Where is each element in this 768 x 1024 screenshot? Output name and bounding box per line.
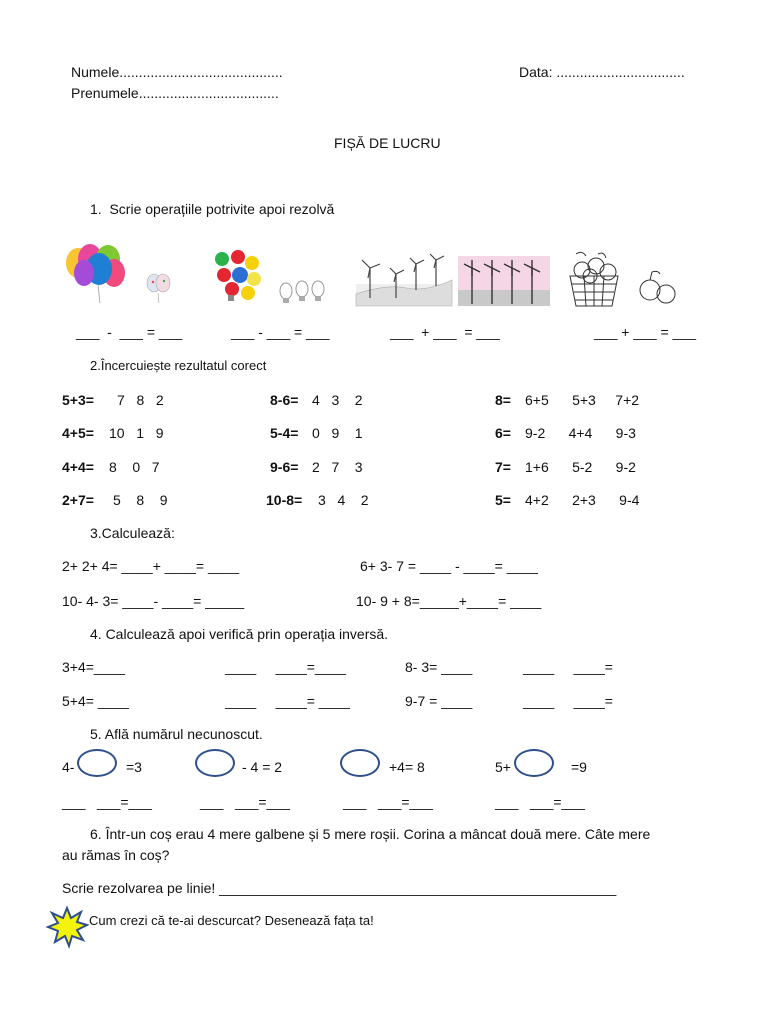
ex4-check: ____ ____= ____ [225, 693, 350, 709]
ex1-op-2: ___ - ___ = ___ [231, 324, 330, 340]
ex4-op: 3+4=____ [62, 659, 126, 675]
ex6-text-cont: au rămas în coș? [62, 847, 170, 863]
surname-field: Prenumele.................................... [71, 85, 279, 101]
ex2-q: 5-4= [270, 425, 299, 441]
ex2-options: 7 8 2 [117, 392, 164, 408]
ex2-options: 2 7 3 [312, 459, 363, 475]
ex2-q: 10-8= [266, 492, 303, 508]
ex1-op-1: ___ - ___ = ___ [76, 324, 183, 340]
ex6-text: 6. Într-un coș erau 4 mere galbene și 5 mere roșii. Corina a mâncat două mere. Câte mere [90, 826, 651, 842]
ex3-row: 10- 4- 3= ____- ____= _____ [62, 593, 245, 609]
ex1-op-3: ___ + ___ = ___ [390, 324, 500, 340]
ex2-q: 5+3= [62, 392, 94, 408]
ex4-check: ____ ____= [523, 659, 613, 675]
ex2-options: 0 9 1 [312, 425, 363, 441]
answer-oval[interactable] [195, 749, 235, 777]
ex2-q: 9-6= [270, 459, 299, 475]
answer-oval[interactable] [77, 749, 117, 777]
light-bulbs-image [208, 245, 332, 307]
balloons-image [64, 243, 184, 305]
ex2-options: 8 0 7 [109, 459, 160, 475]
ex5-answer-line: ___ ___=___ [343, 794, 433, 810]
ex2-options: 4+2 2+3 9-4 [525, 492, 640, 508]
ex4-check: ____ ____=____ [225, 659, 347, 675]
wind-turbines-image [356, 254, 550, 308]
ex2-options: 1+6 5-2 9-2 [525, 459, 636, 475]
ex4-op: 9-7 = ____ [405, 693, 473, 709]
ex2-q: 4+5= [62, 425, 94, 441]
ex5-post: =9 [571, 759, 587, 775]
ex5-post: - 4 = 2 [242, 759, 283, 775]
ex4-op: 5+4= ____ [62, 693, 129, 709]
ex2-options: 10 1 9 [109, 425, 164, 441]
ex5-pre: 5+ [495, 759, 511, 775]
apple-basket-image [562, 250, 684, 308]
ex2-q: 6= [495, 425, 511, 441]
ex2-options: 6+5 5+3 7+2 [525, 392, 640, 408]
ex2-q: 4+4= [62, 459, 94, 475]
ex5-answer-line: ___ ___=___ [62, 794, 152, 810]
solution-line[interactable]: Scrie rezolvarea pe linie! ___________________________________________________ [62, 880, 617, 896]
ex5-post: +4= 8 [389, 759, 425, 775]
self-assessment-prompt: Cum crezi că te-ai descurcat? Desenează fața ta! [89, 913, 374, 928]
ex2-q: 8-6= [270, 392, 299, 408]
ex5-answer-line: ___ ___=___ [200, 794, 290, 810]
ex2-q: 5= [495, 492, 511, 508]
ex2-options: 4 3 2 [312, 392, 363, 408]
ex4-heading: 4. Calculează apoi verifică prin operația inversă. [90, 626, 389, 642]
ex3-row: 6+ 3- 7 = ____ - ____= ____ [360, 558, 538, 574]
ex3-heading: 3.Calculează: [90, 525, 175, 541]
answer-oval[interactable] [340, 749, 380, 777]
ex2-q: 7= [495, 459, 511, 475]
answer-oval[interactable] [514, 749, 554, 777]
ex1-op-4: ___ + ___ = ___ [594, 324, 696, 340]
ex2-q: 2+7= [62, 492, 94, 508]
ex2-heading: 2.Încercuiește rezultatul corect [90, 358, 267, 373]
ex5-post: =3 [126, 759, 142, 775]
ex1-heading: 1. Scrie operațiile potrivite apoi rezolvă [90, 201, 335, 217]
ex5-pre: 4- [62, 759, 75, 775]
ex5-heading: 5. Află numărul necunoscut. [90, 726, 263, 742]
ex5-answer-line: ___ ___=___ [495, 794, 585, 810]
ex3-row: 2+ 2+ 4= ____+ ____= ____ [62, 558, 240, 574]
ex2-options: 3 4 2 [318, 492, 369, 508]
page-title: FIȘĂ DE LUCRU [334, 135, 441, 151]
star-burst-icon [46, 906, 88, 948]
ex2-options: 5 8 9 [113, 492, 168, 508]
ex4-check: ____ ____= [523, 693, 613, 709]
ex2-q: 8= [495, 392, 511, 408]
ex4-op: 8- 3= ____ [405, 659, 473, 675]
date-field: Data: ................................. [519, 64, 685, 80]
ex2-options: 9-2 4+4 9-3 [525, 425, 636, 441]
name-field: Numele.......................................... [71, 64, 283, 80]
ex3-row: 10- 9 + 8=_____+____= ____ [356, 593, 542, 609]
